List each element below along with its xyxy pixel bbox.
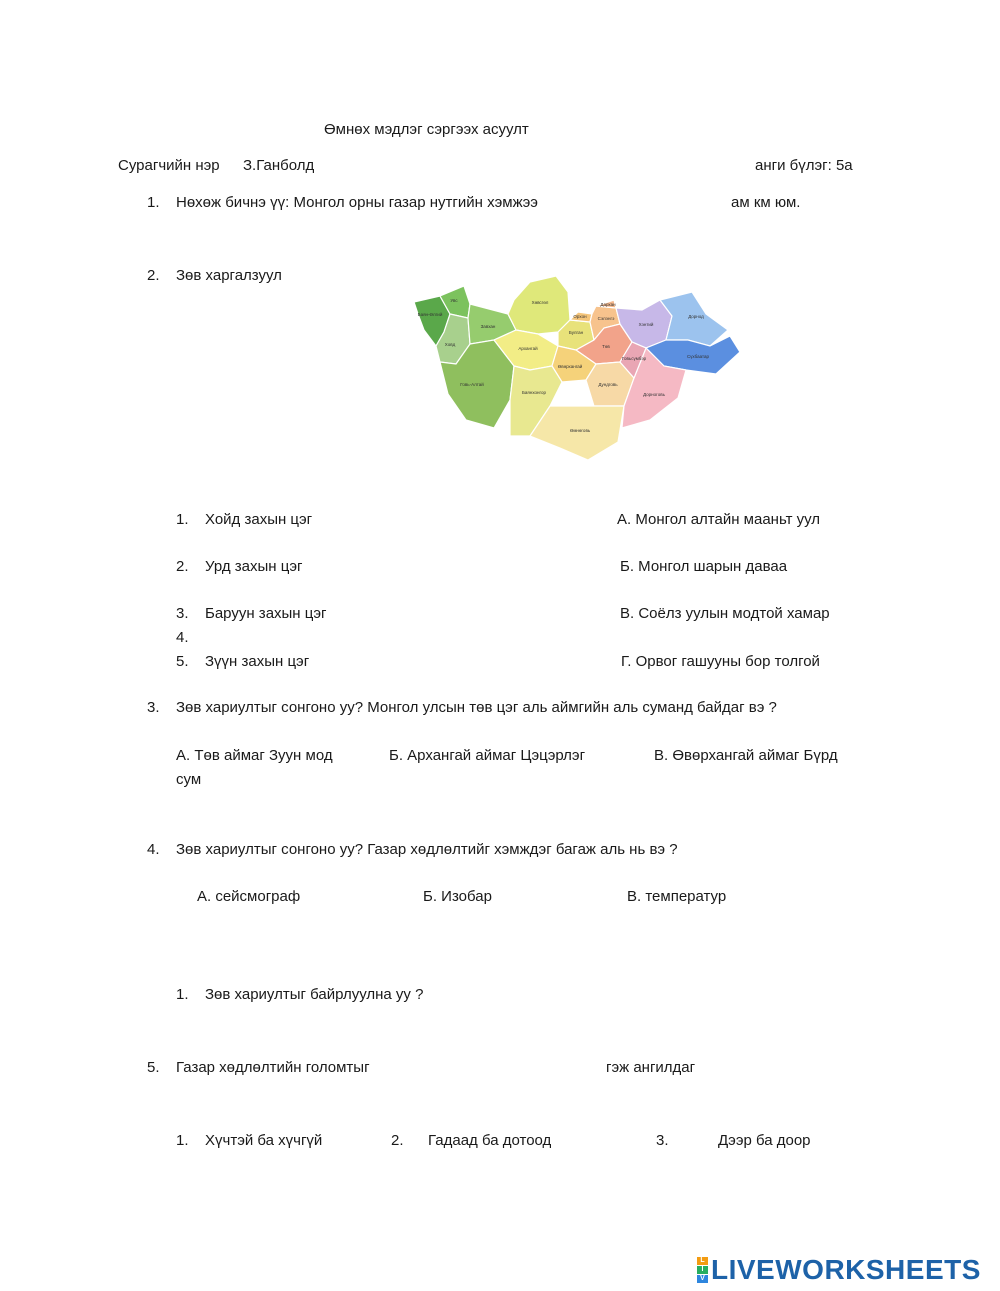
match-left-4-number: 4.: [176, 629, 189, 646]
map-region-label: Хэнтий: [638, 322, 654, 327]
q5-option-1: Хүчтэй ба хүчгүй: [205, 1132, 323, 1149]
map-region-label: Дундговь: [598, 382, 618, 387]
map-region-label: Ховд: [444, 342, 456, 347]
map-region-label: Архангай: [518, 346, 538, 351]
student-name: З.Ганболд: [243, 157, 315, 174]
q4-number: 4.: [147, 841, 160, 858]
q5-option-2-number: 2.: [391, 1132, 404, 1149]
q3-option-c: В. Өвөрхангай аймаг Бүрд: [654, 747, 838, 764]
q3-option-a-wrap: сум: [176, 771, 202, 788]
map-region-label: Баянхонгор: [521, 390, 547, 395]
match-right-d: Г. Орвог гашууны бор толгой: [621, 653, 820, 670]
map-region: [508, 276, 570, 334]
q1-number: 1.: [147, 194, 160, 211]
q5-text: Газар хөдлөлтийн голомтыг: [176, 1059, 370, 1076]
q4-option-b: Б. Изобар: [423, 888, 492, 905]
sub-question-text: Зөв хариултыг байрлуулна уу ?: [205, 986, 424, 1003]
q4-option-a: А. сейсмограф: [197, 888, 301, 905]
match-left-5-number: 5.: [176, 653, 189, 670]
match-right-c: В. Соёлз уулын модтой хамар: [620, 605, 830, 622]
match-left-1-number: 1.: [176, 511, 189, 528]
match-left-1: Хойд захын цэг: [205, 511, 313, 528]
q1-suffix: ам км юм.: [731, 194, 801, 211]
q5-option-3-number: 3.: [656, 1132, 669, 1149]
match-right-b: Б. Монгол шарын даваа: [620, 558, 788, 575]
match-left-2-number: 2.: [176, 558, 189, 575]
logo-block-l: L: [697, 1257, 708, 1265]
map-region-label: Өвөрхангай: [557, 364, 583, 369]
map-region-label: Төв: [602, 344, 610, 349]
q5-suffix: гэж ангилдаг: [606, 1059, 696, 1076]
map-region-label: Орхон: [573, 314, 587, 319]
map-region-label: Сэлэнгэ: [597, 316, 615, 321]
q5-option-2: Гадаад ба дотоод: [428, 1132, 552, 1149]
logo-block-v: V: [697, 1275, 708, 1283]
logo-block-i: I: [697, 1266, 708, 1274]
match-left-2: Урд захын цэг: [205, 558, 303, 575]
map-region-label: Говь-Алтай: [460, 382, 484, 387]
map-region-label: Увс: [450, 298, 458, 303]
class-label: анги бүлэг: 5а: [755, 157, 853, 174]
q5-option-3: Дээр ба доор: [718, 1132, 811, 1149]
liveworksheets-logo: [697, 1255, 981, 1285]
q5-number: 5.: [147, 1059, 160, 1076]
map-region: [530, 406, 624, 460]
student-name-label: Сурагчийн нэр: [118, 157, 220, 174]
match-left-5: Зүүн захын цэг: [205, 653, 310, 670]
map-region-label: Завхан: [480, 324, 496, 329]
worksheet-title: Өмнөх мэдлэг сэргээх асуулт: [324, 121, 529, 138]
q3-text: Зөв хариултыг сонгоно уу? Монгол улсын төв цэг аль аймгийн аль суманд байдаг вэ ?: [176, 699, 777, 716]
match-left-3: Баруун захын цэг: [205, 605, 327, 622]
q3-option-b: Б. Архангай аймаг Цэцэрлэг: [389, 747, 586, 764]
map-region-label: Дорнод: [688, 314, 704, 319]
map-region-label: Дорноговь: [643, 392, 665, 397]
q4-text: Зөв хариултыг сонгоно уу? Газар хөдлөлтийг хэмждэг багаж аль нь вэ ?: [176, 841, 678, 858]
logo-text: LIVEWORKSHEETS: [711, 1254, 981, 1285]
q1-text: Нөхөж бичнэ үү: Монгол орны газар нутгийн хэмжээ: [176, 194, 538, 211]
q5-option-1-number: 1.: [176, 1132, 189, 1149]
q3-number: 3.: [147, 699, 160, 716]
q2-text: Зөв харгалзуул: [176, 267, 282, 284]
map-region-label: Өмнөговь: [569, 428, 591, 433]
q4-option-c: В. температур: [627, 888, 727, 905]
sub-question-number: 1.: [176, 986, 189, 1003]
map-region-label: Дархан: [600, 302, 616, 307]
map-region-label: Хөвсгөл: [531, 300, 549, 305]
q3-option-a: А. Төв аймаг Зуун мод: [176, 747, 333, 764]
map-region-label: Булган: [568, 330, 584, 335]
map-region-label: Баян-Өлгий: [417, 312, 443, 317]
match-left-3-number: 3.: [176, 605, 189, 622]
q2-number: 2.: [147, 267, 160, 284]
map-region-label: Сүхбаатар: [686, 354, 710, 359]
map-region-label: Говьсүмбэр: [621, 356, 647, 361]
match-right-a: А. Монгол алтайн мааньт уул: [617, 511, 821, 528]
logo-mark-icon: [697, 1257, 708, 1283]
mongolia-map: [410, 270, 750, 470]
